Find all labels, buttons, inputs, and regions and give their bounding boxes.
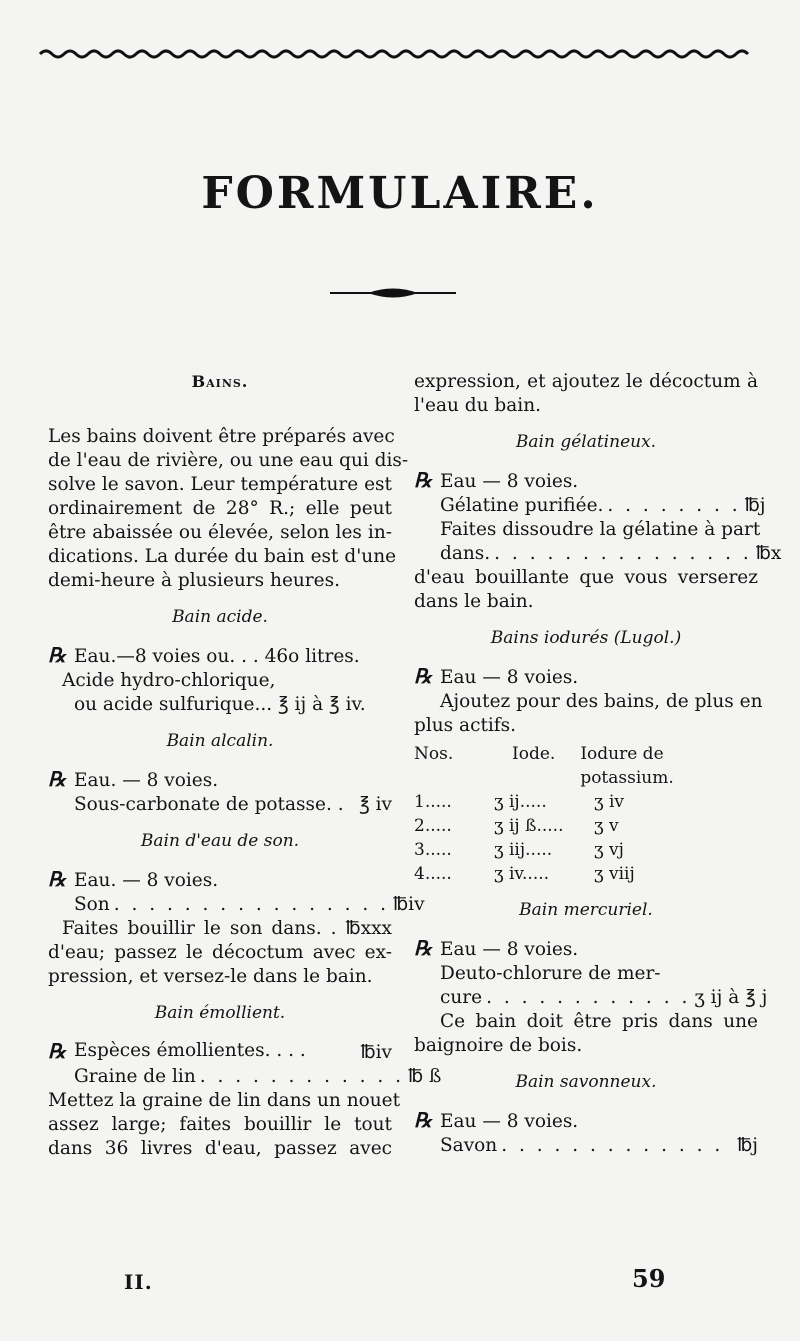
recipe-line — [414, 1108, 758, 1134]
text-line: solve le savon. Leur température est — [48, 474, 392, 495]
table-header: Iode. — [512, 744, 556, 764]
ingredient-label: Espèces émollientes. . . . — [74, 1040, 306, 1061]
text-line: assez large; faites bouillir le tout — [48, 1114, 392, 1135]
table-cell: ʒ iv..... — [494, 864, 550, 884]
text-line: ordinairement de 28° R.; elle peut — [48, 498, 392, 519]
table-header-row — [414, 742, 758, 790]
ingredient-label: Savon — [440, 1135, 498, 1156]
recipe-line — [414, 1134, 758, 1158]
text-line: Les bains doivent être préparés avec — [48, 426, 395, 447]
table-row — [414, 814, 758, 838]
recipe-title-iodures: Bains iodurés (Lugol.) — [490, 628, 682, 648]
table-cell: ʒ iij..... — [494, 840, 553, 860]
section-heading-bains: Bains. — [191, 372, 249, 391]
text-line: Mettez la graine de lin dans un nouet — [48, 1090, 401, 1111]
table-row — [414, 838, 758, 862]
table-cell: ʒ viij — [594, 864, 635, 884]
recipe-line — [414, 542, 782, 566]
table-row — [414, 790, 758, 814]
recipe-line — [414, 936, 758, 962]
table-cell: ʒ ij ß..... — [494, 816, 564, 836]
ingredient-label: dans. — [440, 543, 491, 564]
recipe-text: Eau. — 8 voies. — [74, 870, 219, 891]
iodine-table — [414, 742, 758, 886]
recipe-title-mercuriel: Bain mercuriel. — [519, 900, 653, 920]
recipe-line — [48, 893, 425, 917]
recipe-line: Deuto-chlorure de mer- — [440, 963, 661, 984]
leader-dots: . . . . . . . . . . . . — [199, 1066, 404, 1087]
text-line: Ajoutez pour des bains, de plus en — [440, 691, 763, 712]
ingredient-quantity: ʒ ij à ℥ j — [694, 987, 768, 1008]
recipe-line — [48, 1039, 392, 1065]
right-column — [414, 360, 782, 1158]
ingredient-quantity: ℔ ß — [408, 1066, 442, 1087]
table-cell: 4..... — [414, 864, 452, 884]
text-line: demi-heure à plusieurs heures. — [48, 570, 340, 591]
text-line: Faites bouillir le son dans. . ℔xxx — [62, 918, 392, 939]
recipe-title-emollient: Bain émollient. — [154, 1003, 286, 1023]
text-line: être abaissée ou élevée, selon les in- — [48, 522, 392, 543]
leader-dots: . . . . . . . . — [607, 495, 741, 516]
ingredient-label: Sous-carbonate de potasse. . — [74, 794, 344, 815]
title-ornament — [330, 286, 456, 300]
ingredient-quantity: ℔iv — [393, 894, 425, 915]
recipe-title-alcalin: Bain alcalin. — [166, 731, 274, 751]
ingredient-quantity: ℔x — [755, 543, 782, 564]
recipe-line — [48, 867, 392, 893]
recipe-text: Eau — 8 voies. — [440, 471, 579, 492]
table-cell: ʒ vj — [594, 840, 624, 860]
recipe-text: Eau — 8 voies. — [440, 1111, 579, 1132]
text-line: d'eau; passez le décoctum avec ex- — [48, 942, 392, 963]
recipe-symbol-icon: ℞ — [48, 643, 66, 667]
recipe-title-son: Bain d'eau de son. — [140, 831, 300, 851]
text-line: dans 36 livres d'eau, passez avec — [48, 1138, 392, 1159]
recipe-title-acide: Bain acide. — [172, 607, 268, 627]
recipe-text: Eau.—8 voies ou. . . 46o litres. — [74, 646, 360, 667]
text-line: d'eau bouillante que vous verserez — [414, 567, 758, 588]
table-header: Nos. — [414, 744, 454, 764]
signature-mark: II. — [124, 1270, 153, 1294]
page-title: FORMULAIRE. — [201, 168, 599, 219]
recipe-text: Eau — 8 voies. — [440, 667, 579, 688]
page-number: 59 — [632, 1264, 666, 1293]
recipe-line — [48, 793, 392, 817]
recipe-line — [414, 468, 758, 494]
recipe-line — [48, 1065, 442, 1089]
ingredient-quantity: ℔iv — [360, 1042, 392, 1063]
top-ornamental-rule — [40, 48, 752, 60]
recipe-symbol-icon: ℞ — [414, 1108, 432, 1132]
text-line: Faites dissoudre la gélatine à part — [440, 519, 761, 540]
text-line: baignoire de bois. — [414, 1035, 583, 1056]
leader-dots: . . . . . . . . . . . . . . . . — [113, 894, 390, 915]
text-line: dans le bain. — [414, 591, 534, 612]
recipe-title-gelatineux: Bain gélatineux. — [515, 432, 657, 452]
recipe-line — [414, 986, 768, 1010]
ingredient-label: Gélatine purifiée. — [440, 495, 604, 516]
ingredient-quantity: ℥ iv — [359, 794, 392, 815]
table-cell: 2..... — [414, 816, 452, 836]
table-row — [414, 862, 758, 886]
table-cell: ʒ v — [594, 816, 619, 836]
table-cell: ʒ ij..... — [494, 792, 547, 812]
ingredient-label: cure — [440, 987, 483, 1008]
recipe-line — [48, 767, 392, 793]
ingredient-label: Graine de lin — [74, 1066, 196, 1087]
leader-dots: . . . . . . . . . . . . — [486, 987, 691, 1008]
recipe-symbol-icon: ℞ — [48, 767, 66, 791]
recipe-text: Eau — 8 voies. — [440, 939, 579, 960]
ingredient-quantity: ℔j — [744, 495, 766, 516]
recipe-symbol-icon: ℞ — [48, 1039, 66, 1063]
table-cell: 3..... — [414, 840, 452, 860]
text-line: pression, et versez-le dans le bain. — [48, 966, 373, 987]
ingredient-quantity: ℔j — [737, 1135, 758, 1156]
recipe-text: Eau. — 8 voies. — [74, 770, 219, 791]
text-line: l'eau du bain. — [414, 395, 541, 416]
recipe-symbol-icon: ℞ — [48, 867, 66, 891]
table-cell: ʒ iv — [594, 792, 625, 812]
recipe-line — [414, 494, 766, 518]
recipe-line: Acide hydro-chlorique, — [62, 670, 276, 691]
ingredient-label: Son — [74, 894, 110, 915]
recipe-line — [414, 664, 758, 690]
intro-paragraph — [48, 425, 409, 593]
recipe-line: ou acide sulfurique... ℥ ij à ℥ iv. — [74, 694, 366, 715]
table-cell: 1..... — [414, 792, 452, 812]
text-line: de l'eau de rivière, ou une eau qui dis- — [48, 450, 409, 471]
recipe-line — [48, 643, 392, 669]
text-line: Ce bain doit être pris dans une — [440, 1011, 758, 1032]
text-line: expression, et ajoutez le décoctum à — [414, 371, 758, 392]
recipe-symbol-icon: ℞ — [414, 664, 432, 688]
table-header: Iodure de potassium. — [580, 744, 674, 788]
recipe-symbol-icon: ℞ — [414, 936, 432, 960]
recipe-title-savonneux: Bain savonneux. — [515, 1072, 657, 1092]
recipe-symbol-icon: ℞ — [414, 468, 432, 492]
leader-dots: . . . . . . . . . . . . . — [501, 1135, 724, 1156]
text-line: plus actifs. — [414, 715, 517, 736]
leader-dots: . . . . . . . . . . . . . . . — [494, 543, 752, 564]
text-line: dications. La durée du bain est d'une — [48, 546, 397, 567]
